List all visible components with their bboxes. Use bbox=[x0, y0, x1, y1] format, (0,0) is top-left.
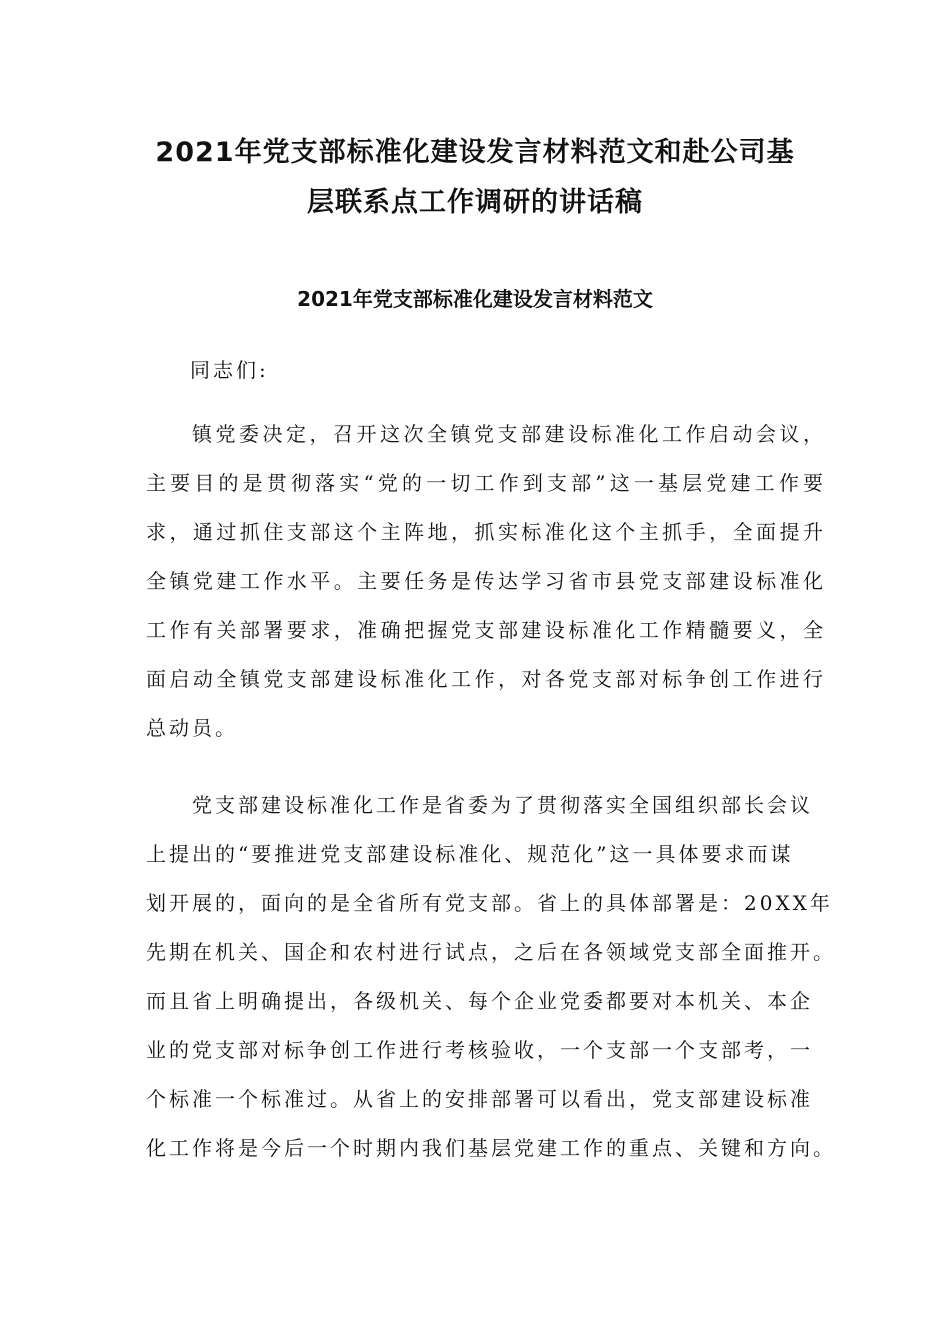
paragraph-2-line: 先期在机关、国企和农村进行试点，之后在各领域党支部全面推开。 bbox=[146, 940, 836, 964]
paragraph-2-line: 上提出的“要推进党支部建设标准化、规范化”这一具体要求而谋 bbox=[146, 842, 794, 866]
paragraph-2-line: 业的党支部对标争创工作进行考核验收，一个支部一个支部考，一 bbox=[146, 1038, 813, 1062]
paragraph-2-line: 个标准一个标准过。从省上的安排部署可以看出，党支部建设标准 bbox=[146, 1087, 813, 1111]
paragraph-1: 镇党委决定，召开这次全镇党支部建设标准化工作启动会议，主要目的是贯彻落实“党的一切工作到支部”这一基层党建工作要求，通过抓住支部这个主阵地，抓实标准化这个主抓手，全面提升全镇党建工作水平。主要任务是传达学习省市县党支部建设标准化工作有关部署要求，准确把握党支部建设标准化工作精髓要义，全面启动全镇党支部建设标准化工作，对各党支部对标争创工作进行总动员。 bbox=[146, 422, 826, 740]
document-title-line-2: 层联系点工作调研的讲话稿 bbox=[307, 187, 643, 218]
paragraph-2-line: 化工作将是今后一个时期内我们基层党建工作的重点、关键和方向。 bbox=[146, 1136, 836, 1160]
document-title bbox=[0, 128, 950, 228]
salutation: 同志们: bbox=[190, 358, 269, 382]
paragraph-2-line: 划开展的，面向的是全省所有党支部。省上的具体部署是：20XX年 bbox=[146, 891, 833, 915]
paragraph-2 bbox=[146, 781, 836, 1173]
section-heading: 2021年党支部标准化建设发言材料范文 bbox=[297, 287, 653, 311]
document-title-line-1: 2021年党支部标准化建设发言材料范文和赴公司基 bbox=[155, 137, 795, 168]
paragraph-2-line: 党支部建设标准化工作是省委为了贯彻落实全国组织部长会议 bbox=[192, 793, 813, 817]
paragraph-2-line: 而且省上明确提出，各级机关、每个企业党委都要对本机关、本企 bbox=[146, 989, 813, 1013]
